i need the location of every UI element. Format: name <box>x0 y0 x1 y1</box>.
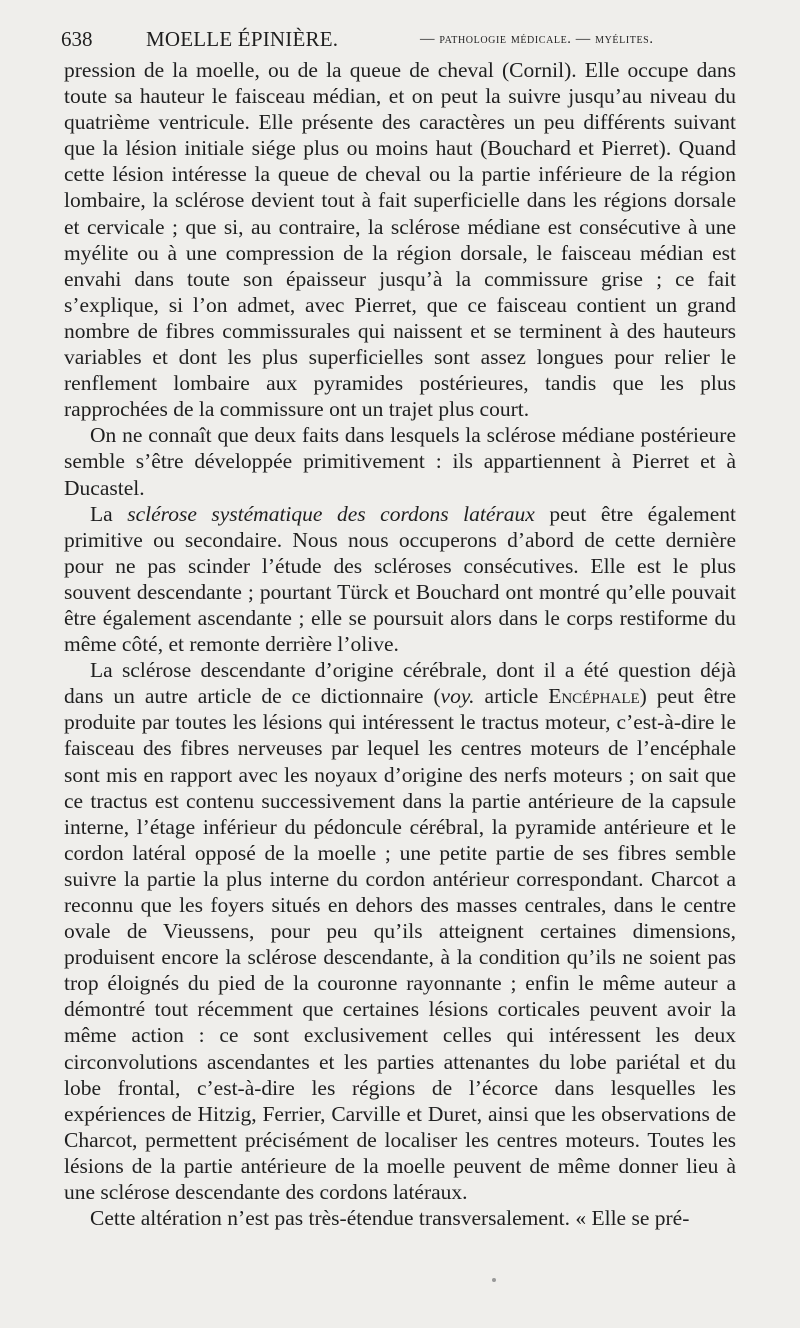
smallcaps-text: Encéphale <box>548 684 640 709</box>
text-run: pression de la moelle, ou de la queue de cheval (Cornil). Elle occupe dans toute sa hauteur le faisceau médian, et on peut la suivre jusqu’au niveau du quatrième ventricule. Elle présente des caractères un peu différents suivant que la lésion initiale siége plus ou moins haut (Bouchard et Pierret). Quand cette lésion intéresse la queue de cheval ou la partie inférieure de la région lombaire, la sclérose devient tout à fait superficielle dans les régions dorsale et cervicale ; que si, au contraire, la sclérose médiane est consécutive à une myélite ou à une compression de la région dorsale, le faisceau médian est envahi dans toute son épaisseur jusqu’à la commissure grise ; ce fait s’explique, si l’on admet, avec Pierret, que ce faisceau contient un grand nombre de fibres commissurales qui naissent et se terminent à des hauteurs variables et dont les plus superficielles sont assez longues pour relier le renflement lombaire aux pyramides postérieures, tandis que les plus rapprochées de la commissure ont un trajet plus court. <box>64 58 736 422</box>
text-run: La <box>90 501 128 526</box>
paragraph <box>64 1205 736 1231</box>
paragraph <box>64 657 736 1205</box>
paragraph <box>64 57 736 422</box>
text-run: article <box>474 684 549 709</box>
paper-speck <box>492 1278 496 1282</box>
header-subtitle: — pathologie médicale. — myélites. <box>420 31 654 47</box>
paragraph <box>64 422 736 500</box>
text-run: ) peut être produite par toutes les lésions qui intéressent le tractus moteur, c’est-à-dire le faisceau des fibres nerveuses par lequel les centres moteurs de l’encéphale sont mis en rapport avec les noyaux d’origine des nerfs moteurs ; on sait que ce tractus est contenu successivement dans la partie antérieure de la capsule interne, l’étage inférieur du pédoncule cérébral, la pyramide antérieure et le cordon latéral opposé de la moelle ; une petite partie de ses fibres semble suivre la partie la plus interne du cordon antérieur correspondant. Charcot a reconnu que les foyers situés en dehors des masses centrales, dans le centre ovale de Vieussens, pour peu qu’ils atteignent certaines dimensions, produisent encore la sclérose descendante, à la condition qu’ils ne soient pas trop éloignés du pied de la couronne rayonnante ; enfin le même auteur a démontré tout récemment que certaines lésions corticales peuvent avoir la même action : ce sont exclusivement celles qui intéressent les deux circonvolutions ascendantes et les parties attenantes du lobe pariétal et du lobe frontal, c’est-à-dire les régions de l’écorce dans lesquelles les expériences de Hitzig, Ferrier, Carville et Duret, ainsi que les observations de Charcot, permettent précisément de localiser les centres moteurs. Toutes les lésions de la partie antérieure de la moelle peuvent de même donner lieu à une sclérose descendante des cordons latéraux. <box>64 684 736 1205</box>
running-header <box>61 24 736 54</box>
paragraph <box>64 501 736 658</box>
text-run: Cette altération n’est pas très-étendue transversalement. « Elle se pré- <box>90 1206 690 1231</box>
text-run: On ne connaît que deux faits dans lesquels la sclérose médiane postérieure semble s’être développée primitivement : ils appartiennent à Pierret et à Ducastel. <box>64 423 736 500</box>
header-title: MOELLE ÉPINIÈRE. <box>146 27 339 51</box>
text-run: peut être également primitive ou secondaire. Nous nous occuperons d’abord de cette dernière pour ne pas scinder l’étude des scléroses consécutives. Elle est le plus souvent descendante ; pourtant Türck et Bouchard ont montré qu’elle pouvait être également ascendante ; elle se poursuit alors dans le corps restiforme du même côté, et remonte derrière l’olive. <box>64 501 736 657</box>
page-number: 638 <box>61 27 93 51</box>
italic-text: voy. <box>440 684 475 709</box>
body-text <box>64 57 736 1231</box>
italic-text: sclérose systématique des cordons latéraux <box>127 501 535 526</box>
text-run: La sclérose descendante d’origine cérébrale, dont il a été question déjà dans un autre article de ce dictionnaire ( <box>64 658 736 709</box>
